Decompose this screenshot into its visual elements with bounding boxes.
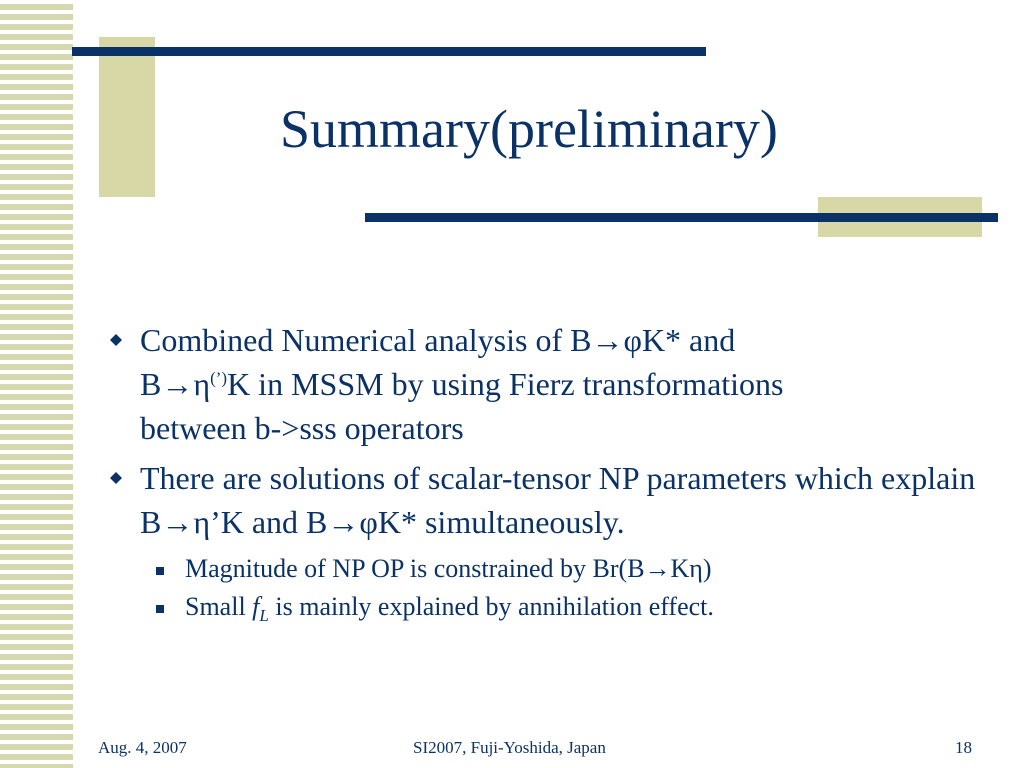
diamond-bullet-icon xyxy=(110,334,122,346)
f-symbol: f xyxy=(252,592,260,621)
bullet-item xyxy=(110,318,990,450)
square-bullet-icon xyxy=(156,567,164,575)
sub-bullet-text: Small xyxy=(185,592,253,621)
left-striped-band xyxy=(0,0,73,768)
bullet-list xyxy=(110,318,990,626)
bullet-line: Combined Numerical analysis of B→φK* and xyxy=(140,322,736,358)
sub-bullet-text: is mainly explained by annihilation effect. xyxy=(268,592,714,621)
title-bottom-rule xyxy=(365,213,998,222)
title-accent-block-left xyxy=(99,37,155,197)
sub-bullet-item xyxy=(110,588,990,626)
sub-bullet-item xyxy=(110,550,990,588)
footer-page-number: 18 xyxy=(955,738,972,757)
footer-conference: SI2007, Fuji-Yoshida, Japan xyxy=(413,738,606,757)
bullet-line: between b->sss operators xyxy=(140,410,464,446)
square-bullet-icon xyxy=(156,605,164,613)
bullet-text: K in MSSM by using Fierz transformations xyxy=(227,366,784,402)
prime-superscript: (’) xyxy=(210,368,228,388)
bullet-item xyxy=(110,456,990,544)
l-subscript: L xyxy=(259,606,269,626)
bullet-line xyxy=(140,362,990,406)
diamond-bullet-icon xyxy=(110,472,122,484)
footer-date: Aug. 4, 2007 xyxy=(98,738,187,757)
slide-title: Summary(preliminary) xyxy=(280,99,778,159)
bullet-text: There are solutions of scalar-tensor NP parameters which explain B→η’K and B→φK* simultaneously. xyxy=(140,460,976,540)
bullet-text: B→η xyxy=(140,366,211,402)
sub-bullet-text: Magnitude of NP OP is constrained by Br(B→Kη) xyxy=(185,554,712,583)
title-top-rule xyxy=(72,47,706,56)
